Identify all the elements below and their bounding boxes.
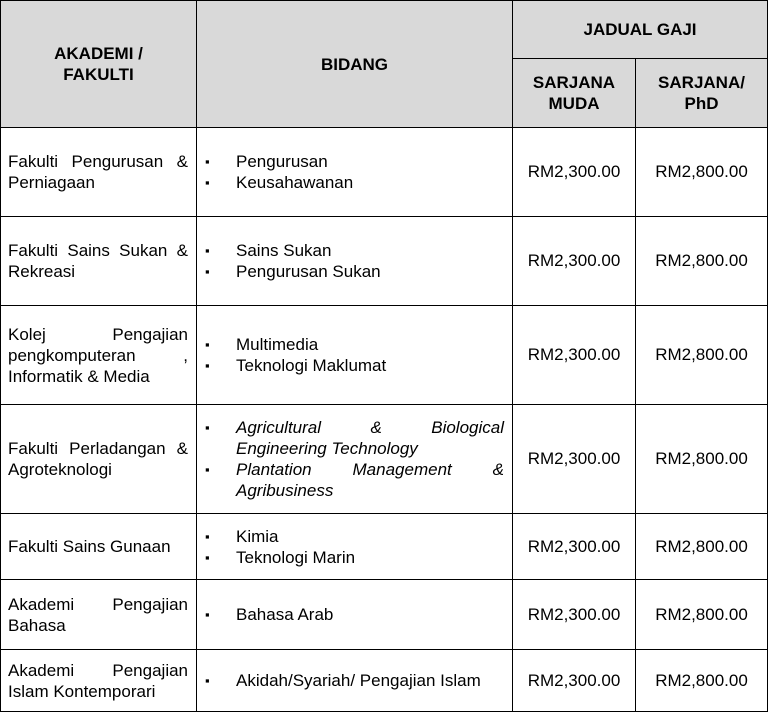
faculty-cell: Fakulti Sains Sukan & Rekreasi — [1, 217, 197, 306]
faculty-cell: Kolej Pengajian pengkomputeran , Informatik & Media — [1, 306, 197, 405]
field-list — [202, 151, 504, 193]
bullet-icon: ▪ — [205, 528, 210, 544]
bullet-icon: ▪ — [205, 462, 210, 477]
table-body — [1, 128, 768, 712]
master-salary: RM2,800.00 — [636, 650, 768, 712]
master-salary: RM2,800.00 — [636, 580, 768, 650]
field-list — [202, 240, 504, 282]
header-master-phd: SARJANA/ PhD — [636, 59, 768, 128]
field-item: ▪ Akidah/Syariah/ Pengajian Islam — [205, 671, 481, 690]
bachelor-salary: RM2,300.00 — [513, 128, 636, 217]
faculty-cell: Akademi Pengajian Islam Kontemporari — [1, 650, 197, 712]
field-item: ▪ Pengurusan Sukan — [205, 262, 381, 281]
header-field: BIDANG — [197, 1, 513, 128]
field-item: ▪ Pengurusan — [205, 152, 328, 171]
bullet-icon: ▪ — [205, 549, 210, 565]
bullet-icon: ▪ — [205, 607, 210, 622]
field-cell — [197, 650, 513, 712]
bullet-icon: ▪ — [205, 175, 210, 190]
header-salary-schedule: JADUAL GAJI — [513, 1, 768, 59]
field-item: ▪ Multimedia — [205, 335, 319, 354]
bullet-icon: ▪ — [205, 154, 210, 169]
bullet-icon: ▪ — [205, 243, 210, 258]
table-row — [1, 650, 768, 712]
bachelor-salary: RM2,300.00 — [513, 580, 636, 650]
field-cell — [197, 128, 513, 217]
field-list — [202, 334, 504, 376]
field-item: ▪ Kimia — [205, 526, 279, 546]
bullet-icon: ▪ — [205, 337, 210, 352]
header-bachelor: SARJANA MUDA — [513, 59, 636, 128]
field-item: ▪ Keusahawanan — [205, 173, 354, 192]
bachelor-salary: RM2,300.00 — [513, 306, 636, 405]
table-row — [1, 306, 768, 405]
field-item: ▪ Plantation Management & Agribusiness — [205, 460, 504, 500]
bullet-icon: ▪ — [205, 264, 210, 279]
field-item: ▪ Teknologi Marin — [205, 547, 356, 567]
bachelor-salary: RM2,300.00 — [513, 405, 636, 514]
table-row — [1, 405, 768, 514]
master-salary: RM2,800.00 — [636, 217, 768, 306]
master-salary: RM2,800.00 — [636, 405, 768, 514]
field-cell — [197, 514, 513, 580]
field-list — [202, 604, 504, 625]
master-salary: RM2,800.00 — [636, 514, 768, 580]
field-item: ▪ Teknologi Maklumat — [205, 356, 387, 375]
table-row — [1, 217, 768, 306]
master-salary: RM2,800.00 — [636, 128, 768, 217]
field-cell — [197, 217, 513, 306]
bullet-icon: ▪ — [205, 420, 210, 435]
field-cell — [197, 580, 513, 650]
faculty-cell: Fakulti Perladangan & Agroteknologi — [1, 405, 197, 514]
header-faculty: AKADEMI / FAKULTI — [1, 1, 197, 128]
master-salary: RM2,800.00 — [636, 306, 768, 405]
field-list — [202, 417, 504, 501]
field-item: ▪ Bahasa Arab — [205, 605, 334, 624]
field-list — [202, 670, 504, 691]
field-item: ▪ Agricultural & Biological Engineering Technology — [205, 418, 504, 458]
bachelor-salary: RM2,300.00 — [513, 650, 636, 712]
bullet-icon: ▪ — [205, 673, 210, 688]
field-item: ▪ Sains Sukan — [205, 241, 332, 260]
bachelor-salary: RM2,300.00 — [513, 514, 636, 580]
faculty-cell: Fakulti Pengurusan & Perniagaan — [1, 128, 197, 217]
bullet-icon: ▪ — [205, 358, 210, 373]
field-cell — [197, 405, 513, 514]
table-row — [1, 580, 768, 650]
faculty-cell: Akademi Pengajian Bahasa — [1, 580, 197, 650]
table-row — [1, 514, 768, 580]
field-list — [202, 526, 504, 568]
table-row — [1, 128, 768, 217]
faculty-cell: Fakulti Sains Gunaan — [1, 514, 197, 580]
bachelor-salary: RM2,300.00 — [513, 217, 636, 306]
field-cell — [197, 306, 513, 405]
